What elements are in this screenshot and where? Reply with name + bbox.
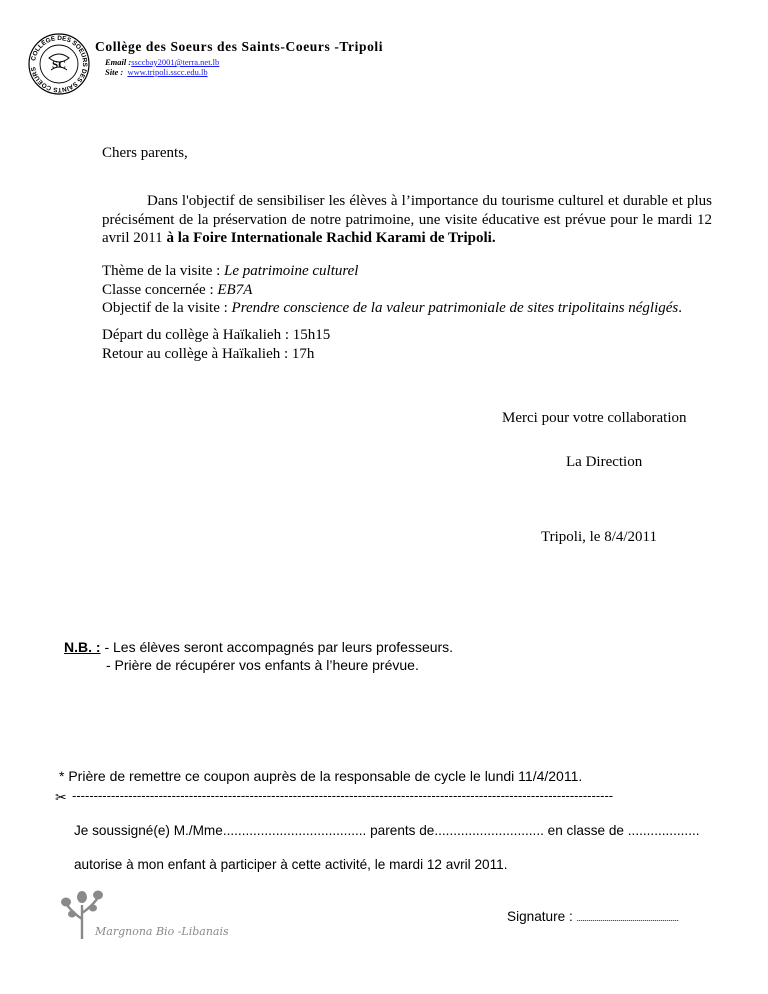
soussigne-line: Je soussigné(e) M./Mme...................................... parents de............................. en classe de ................... — [74, 823, 700, 838]
contact-block — [105, 57, 219, 77]
date-place: Tripoli, le 8/4/2011 — [541, 529, 657, 545]
classe-value: EB7A — [217, 281, 253, 298]
objectif-label: Objectif de la visite : — [102, 300, 232, 316]
classe-label: Classe concernée : — [102, 281, 218, 298]
school-seal-logo — [27, 32, 91, 96]
retour-line: Retour au collège à Haïkalieh : 17h — [102, 345, 315, 362]
seal-text: COLLÈGE DES SOEURS DES SAINTS COEURS — [30, 34, 89, 94]
direction-sign: La Direction — [566, 454, 643, 470]
visit-info — [102, 262, 682, 318]
schedule — [102, 326, 330, 363]
intro-paragraph — [102, 192, 712, 248]
signature-dots: ................................................... — [576, 913, 679, 923]
greeting: Chers parents, — [102, 145, 188, 161]
coupon-instruction: * Prière de remettre ce coupon auprès de la responsable de cycle le lundi 11/4/2011. — [59, 768, 583, 784]
thanks-line: Merci pour votre collaboration — [502, 410, 687, 426]
cut-line — [58, 787, 718, 807]
email-label: Email : — [105, 57, 132, 67]
nb-item-2: - Prière de récupérer vos enfants à l’heure prévue. — [106, 657, 419, 673]
cut-dashes: ----------------------------------------------------------------------------------------------------------------------------- — [72, 788, 614, 803]
signature-label: Signature : — [507, 909, 577, 924]
classe-line — [102, 281, 682, 300]
nb-note — [64, 638, 453, 656]
school-name: Collège des Soeurs des Saints-Coeurs -Tripoli — [95, 39, 384, 54]
email-link[interactable]: ssccbay2001@terra.net.lb — [131, 57, 220, 67]
scissors-icon: ✂ — [55, 789, 67, 805]
nb-item-1: - Les élèves seront accompagnés par leurs professeurs. — [100, 639, 454, 655]
intro-text: Dans l'objectif de sensibiliser les élèves à l’importance du tourisme culturel et durable et plus précisément de la préservation de notre patrimoine, une visite éducative est prévue pour le mardi 12 avril 2011 — [102, 193, 712, 246]
theme-value: Le patrimoine culturel — [224, 263, 359, 279]
footer-logo-text: Margnona Bio -Libanais — [95, 925, 229, 938]
theme-line — [102, 262, 682, 281]
objectif-value: Prendre conscience de la valeur patrimoniale de sites tripolitains négligés — [231, 300, 679, 316]
site-link[interactable]: www.tripoli.sscc.edu.lb — [127, 67, 208, 77]
seal-monogram: SC — [51, 59, 67, 71]
intro-location: à la Foire Internationale Rachid Karami de Tripoli. — [166, 230, 496, 246]
nb-label: N.B. : — [64, 639, 101, 655]
theme-label: Thème de la visite : — [102, 263, 225, 279]
site-label: Site : — [105, 67, 124, 77]
autorise-line: autorise à mon enfant à participer à cette activité, le mardi 12 avril 2011. — [74, 857, 508, 872]
objectif-end: . — [678, 300, 683, 316]
signature-field — [507, 908, 679, 927]
objectif-line — [102, 299, 682, 318]
depart-line: Départ du collège à Haïkalieh : 15h15 — [102, 327, 331, 343]
